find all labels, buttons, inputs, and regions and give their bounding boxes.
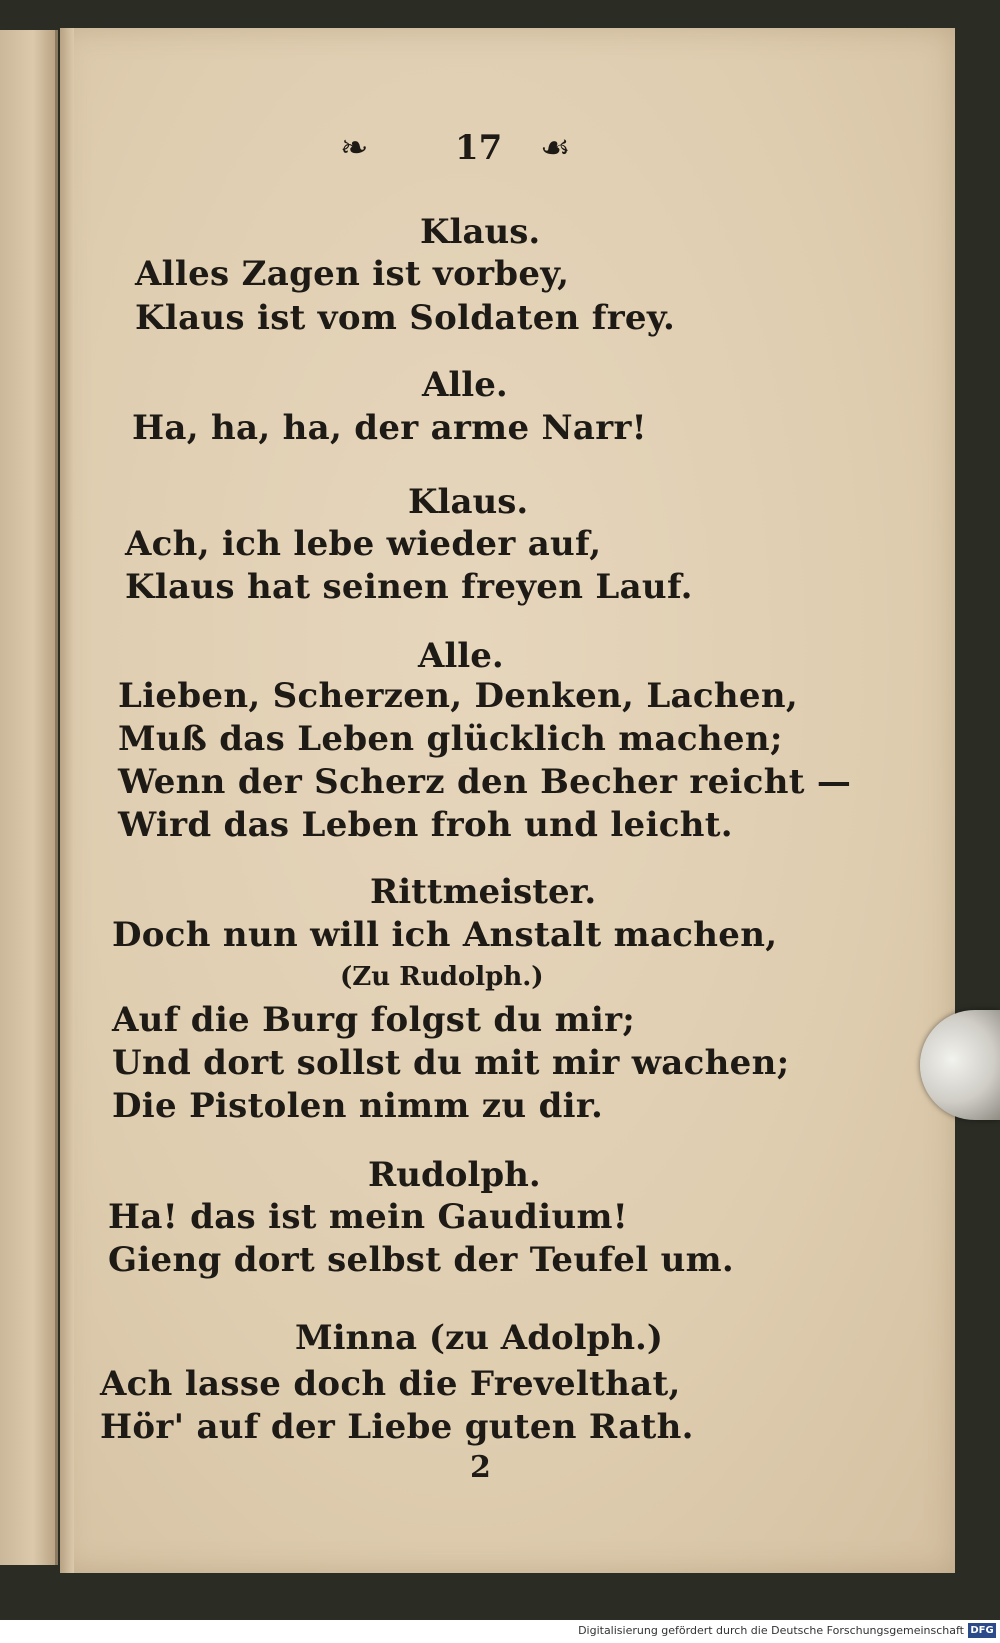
- speaker-name: Klaus.: [408, 482, 529, 522]
- verse-line: Klaus ist vom Soldaten frey.: [135, 298, 676, 338]
- verse-line: Wenn der Scherz den Becher reicht —: [118, 762, 852, 802]
- speaker-name: Klaus.: [420, 212, 541, 252]
- verse-line: Und dort sollst du mit mir wachen;: [112, 1043, 790, 1083]
- ornament-left-icon: ❧: [340, 128, 369, 168]
- verse-line: Lieben, Scherzen, Denken, Lachen,: [118, 676, 798, 716]
- verse-line: Auf die Burg folgst du mir;: [112, 1000, 636, 1040]
- verse-line: Klaus hat seinen freyen Lauf.: [125, 567, 693, 607]
- verse-line: Muß das Leben glücklich machen;: [118, 719, 783, 759]
- verse-line: Ach lasse doch die Frevelthat,: [100, 1364, 681, 1404]
- dfg-logo-icon: DFG: [968, 1623, 996, 1638]
- ornament-right-icon: ☙: [540, 128, 571, 168]
- page-gutter: [60, 28, 74, 1573]
- verse-line: Alles Zagen ist vorbey,: [135, 254, 570, 294]
- verse-line: Hör' auf der Liebe guten Rath.: [100, 1407, 694, 1447]
- verse-line: Ha! das ist mein Gaudium!: [108, 1197, 628, 1237]
- signature-mark: 2: [470, 1450, 491, 1485]
- verse-line: Ha, ha, ha, der arme Narr!: [132, 408, 647, 448]
- verse-line: Gieng dort selbst der Teufel um.: [108, 1240, 735, 1280]
- speaker-name: Rudolph.: [368, 1155, 541, 1195]
- footer-credit: Digitalisierung gefördert durch die Deutsche Forschungsgemeinschaft: [578, 1624, 964, 1637]
- page-number: 17: [455, 128, 503, 168]
- verse-line: Die Pistolen nimm zu dir.: [112, 1086, 604, 1126]
- speaker-name: Minna (zu Adolph.): [295, 1318, 663, 1358]
- verse-line: Ach, ich lebe wieder auf,: [125, 524, 602, 564]
- verse-line: Wird das Leben froh und leicht.: [118, 805, 733, 845]
- stage-direction: (Zu Rudolph.): [340, 962, 544, 992]
- verse-line: Doch nun will ich Anstalt machen,: [112, 915, 778, 955]
- speaker-name: Alle.: [422, 365, 508, 405]
- speaker-name: Rittmeister.: [370, 872, 597, 912]
- speaker-name: Alle.: [418, 636, 504, 676]
- left-page-edge: [0, 30, 58, 1565]
